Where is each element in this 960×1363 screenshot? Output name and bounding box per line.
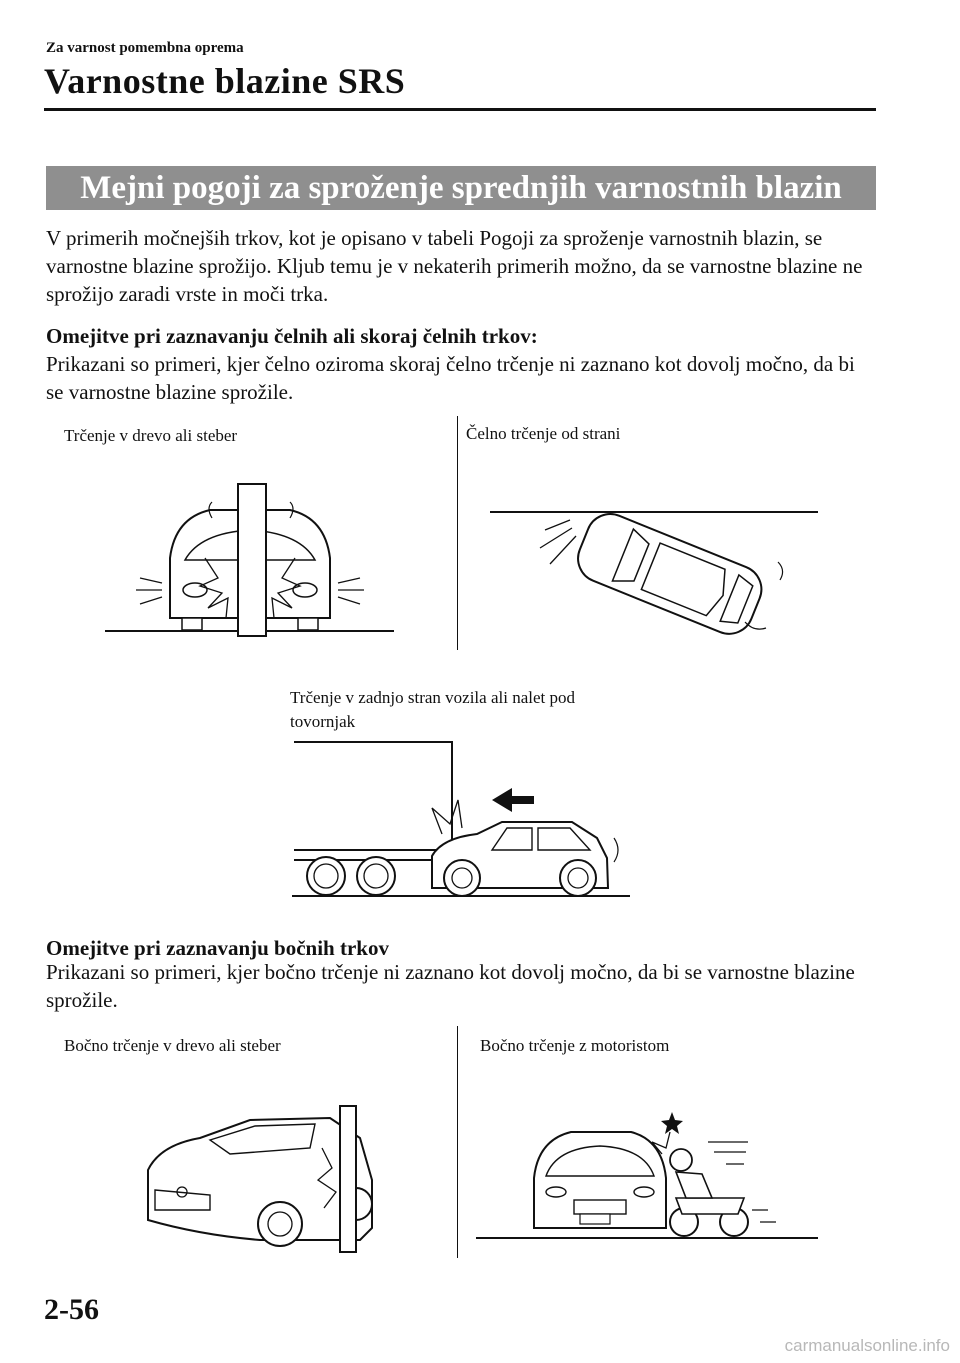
site-watermark: carmanualsonline.info (784, 1336, 950, 1355)
chapter-rule (44, 108, 876, 111)
caption-motorcycle: Bočno trčenje z motoristom (480, 1036, 670, 1055)
illustration-front-pole (100, 478, 400, 642)
illustration-side-pole (140, 1100, 380, 1252)
figure-divider (457, 416, 458, 650)
frontal-limits-heading: Omejitve pri zaznavanju čelnih ali skoraj čelnih trkov: (46, 324, 538, 348)
section-banner: Mejni pogoji za sproženje sprednjih varnostnih blazin (46, 166, 876, 210)
page-number: 2-56 (44, 1293, 99, 1326)
chapter-title: Varnostne blazine SRS (44, 61, 406, 101)
section-kicker: Za varnost pomembna oprema (46, 40, 244, 56)
illustration-underride (292, 738, 632, 900)
intro-paragraph: V primerih močnejših trkov, kot je opisano v tabeli Pogoji za sproženje varnostnih blazin, se varnostne blazine sprožijo. Kljub temu je v nekaterih primerih možno, da se varnostne blazine ne sprožijo zaradi vrste in moči trka. (46, 226, 863, 306)
caption-tree-pole: Trčenje v drevo ali steber (64, 426, 238, 445)
caption-underride-line1: Trčenje v zadnjo stran vozila ali nalet pod (290, 688, 575, 707)
side-limits-heading: Omejitve pri zaznavanju bočnih trkov (46, 936, 389, 960)
caption-underride-line2: tovornjak (290, 712, 356, 731)
caption-side-pole: Bočno trčenje v drevo ali steber (64, 1036, 281, 1055)
figure-divider-side (457, 1026, 458, 1258)
caption-side-angle: Čelno trčenje od strani (466, 424, 621, 443)
frontal-limits-paragraph: Prikazani so primeri, kjer čelno oziroma skoraj čelno trčenje ni zaznano kot dovolj močno, da bi se varnostne blazine sprožile. (46, 352, 855, 404)
side-limits-paragraph: Prikazani so primeri, kjer bočno trčenje ni zaznano kot dovolj močno, da bi se varnostne blazine sprožile. (46, 960, 855, 1012)
illustration-angled-frontal (490, 500, 820, 640)
illustration-motorcycle (476, 1118, 820, 1242)
